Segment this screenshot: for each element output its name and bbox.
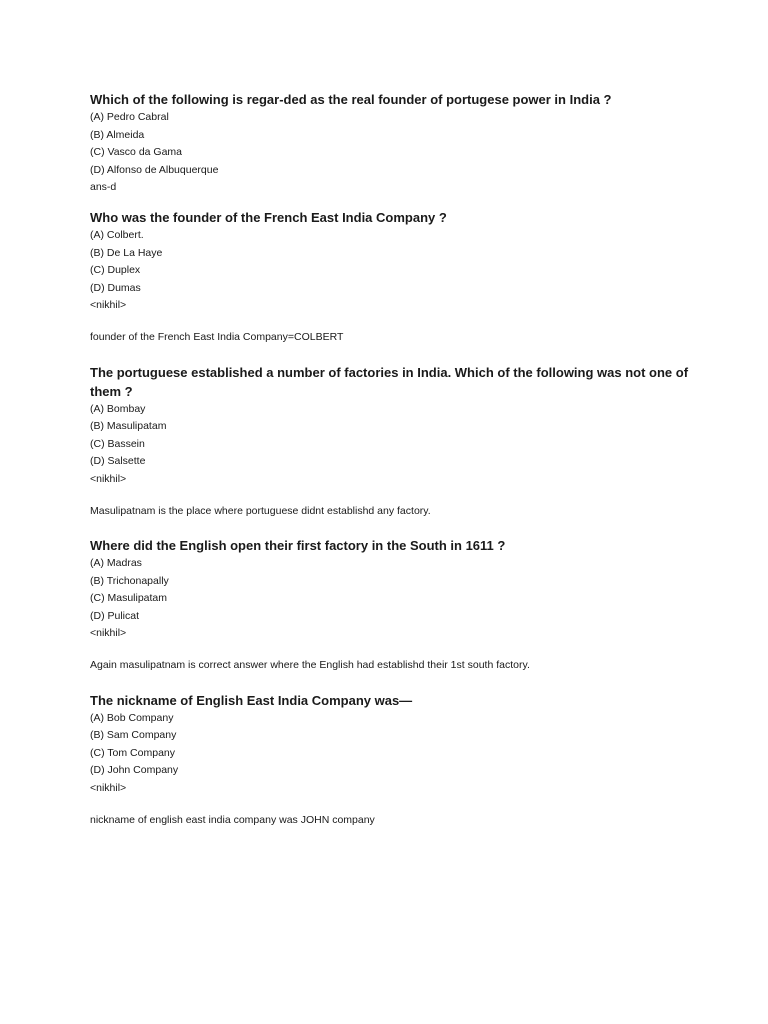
- answer-note: nickname of english east india company was JOHN company: [90, 813, 375, 826]
- option-a: (A) Bombay: [90, 402, 146, 415]
- answer-note: Again masulipatnam is correct answer where the English had establishd their 1st south factory.: [90, 659, 530, 672]
- question-text: Who was the founder of the French East India Company ?: [90, 209, 447, 225]
- question-block: [90, 534, 710, 675]
- answer-note: founder of the French East India Company=COLBERT: [90, 330, 344, 343]
- option-a: (A) Colbert.: [90, 228, 144, 241]
- option-a: (A) Madras: [90, 557, 142, 570]
- answer-line: ans-d: [90, 181, 117, 194]
- option-b: (B) Masulipatam: [90, 420, 167, 433]
- option-a: (A) Pedro Cabral: [90, 111, 169, 123]
- author-tag: <nikhil>: [90, 782, 127, 795]
- option-b: (B) Trichonapally: [90, 574, 169, 587]
- question-text: Where did the English open their first factory in the South in 1611 ?: [90, 538, 506, 554]
- question-block: [90, 361, 710, 521]
- question-text: Which of the following is regar-ded as the real founder of portugese power in India ?: [90, 92, 612, 107]
- author-tag: <nikhil>: [90, 299, 127, 312]
- question-block: [90, 689, 710, 830]
- option-d: (D) Salsette: [90, 455, 146, 468]
- question-text: The portuguese established a number of factories in India. Which of the following was not one of them ?: [90, 364, 689, 399]
- author-tag: <nikhil>: [90, 627, 127, 640]
- option-b: (B) Sam Company: [90, 729, 177, 742]
- answer-note: Masulipatnam is the place where portuguese didnt establishd any factory.: [90, 504, 431, 517]
- question-block: [90, 206, 710, 347]
- option-c: (C) Duplex: [90, 264, 141, 277]
- option-a: (A) Bob Company: [90, 711, 174, 724]
- option-d: (D) John Company: [90, 764, 179, 777]
- option-c: (C) Bassein: [90, 437, 145, 450]
- option-c: (C) Tom Company: [90, 746, 175, 759]
- document-page: [90, 88, 710, 829]
- question-text: The nickname of English East India Company was—: [90, 692, 413, 708]
- option-d: (D) Pulicat: [90, 609, 140, 622]
- option-c: (C) Vasco da Gama: [90, 146, 183, 159]
- option-b: (B) Almeida: [90, 128, 145, 141]
- question-block: [90, 88, 710, 197]
- option-c: (C) Masulipatam: [90, 592, 168, 605]
- option-b: (B) De La Haye: [90, 246, 163, 259]
- option-d: (D) Dumas: [90, 281, 141, 294]
- author-tag: <nikhil>: [90, 472, 127, 485]
- option-d: (D) Alfonso de Albuquerque: [90, 163, 219, 176]
